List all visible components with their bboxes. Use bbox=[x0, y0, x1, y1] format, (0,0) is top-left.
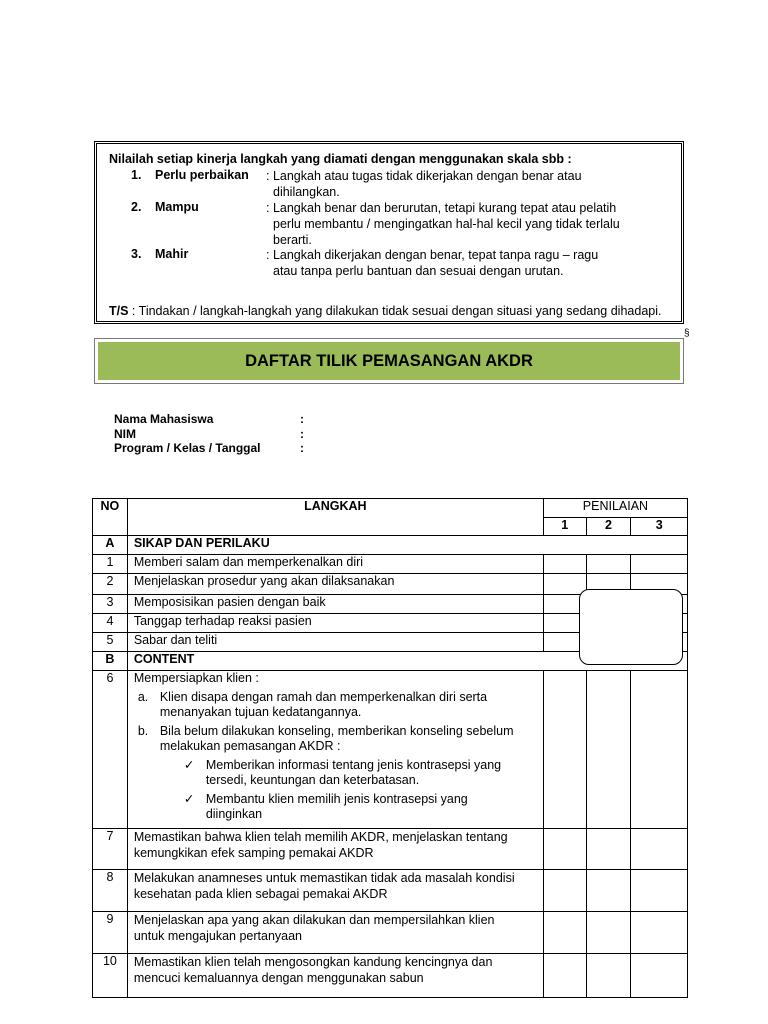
row-step bbox=[127, 829, 543, 870]
score-cell-1[interactable] bbox=[543, 671, 586, 829]
info-colon: : bbox=[300, 441, 304, 455]
row-number: 10 bbox=[93, 954, 128, 998]
table-row bbox=[93, 912, 688, 954]
sub-step-line: menanyakan tujuan kedatangannya. bbox=[159, 705, 362, 719]
sub-step-line: Klien disapa dengan ramah dan memperkenalkan diri serta bbox=[159, 689, 488, 704]
header-score-3: 3 bbox=[631, 518, 688, 536]
check-item-2 bbox=[134, 792, 543, 823]
row-number: 7 bbox=[93, 829, 128, 870]
check-line: Membantu klien memilih jenis kontrasepsi yang bbox=[205, 791, 468, 806]
score-cell-2[interactable] bbox=[586, 912, 631, 954]
row-step: Menjelaskan prosedur yang akan dilaksanakan bbox=[127, 574, 543, 595]
table-row bbox=[93, 671, 688, 829]
check-icon: ✓ bbox=[183, 757, 195, 772]
row-step-line: Memastikan klien telah mengosongkan kandung kencingnya dan bbox=[133, 955, 493, 969]
row-step bbox=[127, 671, 543, 829]
header-langkah: LANGKAH bbox=[127, 499, 543, 536]
scale-desc-line: dihilangkan. bbox=[273, 185, 340, 199]
scale-item-description bbox=[266, 247, 636, 279]
row-step-line: untuk mengajukan pertanyaan bbox=[133, 929, 303, 943]
score-cell-2[interactable] bbox=[586, 555, 631, 574]
scale-item-name: Mahir bbox=[155, 247, 189, 261]
row-step: Memposisikan pasien dengan baik bbox=[127, 595, 543, 614]
section-code: B bbox=[93, 652, 128, 671]
score-cell-3[interactable] bbox=[631, 954, 688, 998]
row-step: Memberi salam dan memperkenalkan diri bbox=[127, 555, 543, 574]
info-colon: : bbox=[300, 412, 304, 426]
ts-label: T/S bbox=[109, 304, 129, 318]
ts-note bbox=[109, 304, 661, 318]
scale-desc-line: atau tanpa perlu bantuan dan sesuai dengan urutan. bbox=[273, 264, 564, 278]
scale-item-description bbox=[266, 200, 646, 248]
section-code: A bbox=[93, 536, 128, 555]
header-score-2: 2 bbox=[586, 518, 631, 536]
check-line: Memberikan informasi tentang jenis kontrasepsi yang bbox=[205, 757, 502, 772]
table-header-row bbox=[93, 499, 688, 518]
row-number: 6 bbox=[93, 671, 128, 829]
check-line: diinginkan bbox=[205, 807, 263, 821]
row-step-line: kesehatan pada klien sebagai pemakai AKDR bbox=[133, 887, 388, 901]
scale-item-name: Mampu bbox=[155, 200, 199, 214]
info-row-name bbox=[114, 412, 314, 427]
table-row bbox=[93, 555, 688, 574]
checklist-table bbox=[92, 498, 688, 998]
info-label: Program / Kelas / Tanggal bbox=[114, 441, 261, 455]
table-row bbox=[93, 829, 688, 870]
score-cell-2[interactable] bbox=[586, 870, 631, 912]
scale-desc-line: perlu membantu / mengingatkan hal-hal kecil yang tidak terlalu bbox=[273, 217, 620, 231]
row-number: 8 bbox=[93, 870, 128, 912]
check-line: tersedi, keuntungan dan keterbatasan. bbox=[205, 773, 420, 787]
info-label: Nama Mahasiswa bbox=[114, 412, 214, 426]
sub-step-a bbox=[134, 690, 543, 721]
scale-heading: Nilailah setiap kinerja langkah yang diamati dengan menggunakan skala sbb : bbox=[109, 152, 572, 166]
header-penilaian: PENILAIAN bbox=[543, 499, 687, 518]
score-cell-1[interactable] bbox=[543, 954, 586, 998]
row-step: Tanggap terhadap reaksi pasien bbox=[127, 614, 543, 633]
check-icon: ✓ bbox=[183, 791, 195, 806]
table-row bbox=[93, 954, 688, 998]
header-score-1: 1 bbox=[543, 518, 586, 536]
row-step-text: Mempersiapkan klien : bbox=[133, 671, 259, 685]
sub-step-line: Bila belum dilakukan konseling, memberikan konseling sebelum bbox=[159, 723, 514, 738]
score-cell-3[interactable] bbox=[631, 671, 688, 829]
score-cell-3[interactable] bbox=[631, 829, 688, 870]
ts-text: : Tindakan / langkah-langkah yang dilakukan tidak sesuai dengan situasi yang sedang dihadapi. bbox=[128, 304, 662, 318]
row-step bbox=[127, 912, 543, 954]
row-step-line: Memastikan bahwa klien telah memilih AKDR, menjelaskan tentang bbox=[133, 830, 508, 844]
info-label: NIM bbox=[114, 426, 136, 441]
sub-step-label: a. bbox=[137, 689, 149, 704]
student-info bbox=[114, 412, 314, 456]
section-mark: § bbox=[684, 328, 690, 339]
scale-item-name: Perlu perbaikan bbox=[155, 168, 249, 182]
table-row bbox=[93, 870, 688, 912]
section-label: SIKAP DAN PERILAKU bbox=[127, 536, 687, 555]
row-step-line: Menjelaskan apa yang akan dilakukan dan mempersilahkan klien bbox=[133, 913, 495, 927]
scale-instructions-box bbox=[94, 141, 684, 324]
info-row-program bbox=[114, 441, 314, 456]
row-step-line: Melakukan anamneses untuk memastikan tidak ada masalah kondisi bbox=[133, 871, 515, 885]
score-cell-1[interactable] bbox=[543, 870, 586, 912]
scale-desc-line: : Langkah dikerjakan dengan benar, tepat tanpa ragu – ragu bbox=[266, 248, 599, 262]
score-cell-3[interactable] bbox=[631, 555, 688, 574]
scale-desc-line: berarti. bbox=[273, 233, 312, 247]
row-step bbox=[127, 870, 543, 912]
sub-step-b bbox=[134, 724, 543, 755]
row-number: 2 bbox=[93, 574, 128, 595]
score-cell-3[interactable] bbox=[631, 870, 688, 912]
row-number: 3 bbox=[93, 595, 128, 614]
info-colon: : bbox=[300, 426, 304, 441]
score-cell-2[interactable] bbox=[586, 954, 631, 998]
score-cell-3[interactable] bbox=[631, 912, 688, 954]
header-no: NO bbox=[93, 499, 128, 536]
info-row-nim bbox=[114, 427, 314, 442]
sub-step-line: melakukan pemasangan AKDR : bbox=[159, 739, 341, 753]
score-cell-1[interactable] bbox=[543, 829, 586, 870]
score-cell-2[interactable] bbox=[586, 671, 631, 829]
scale-item-description bbox=[266, 168, 636, 200]
row-number: 1 bbox=[93, 555, 128, 574]
score-cell-1[interactable] bbox=[543, 574, 586, 595]
score-cell-1[interactable] bbox=[543, 555, 586, 574]
row-number: 9 bbox=[93, 912, 128, 954]
overlay-rounded-box bbox=[579, 589, 683, 665]
row-number: 4 bbox=[93, 614, 128, 633]
sub-step-label: b. bbox=[137, 723, 149, 738]
page-title: DAFTAR TILIK PEMASANGAN AKDR bbox=[98, 342, 680, 380]
scale-item-number: 2. bbox=[131, 200, 142, 214]
row-step bbox=[127, 954, 543, 998]
row-number: 5 bbox=[93, 633, 128, 652]
score-cell-2[interactable] bbox=[586, 829, 631, 870]
scale-item-number: 3. bbox=[131, 247, 142, 261]
scale-desc-line: : Langkah atau tugas tidak dikerjakan dengan benar atau bbox=[266, 169, 582, 183]
title-banner bbox=[94, 338, 684, 384]
row-step-line: mencuci kemaluannya dengan menggunakan sabun bbox=[133, 971, 424, 985]
section-row-a bbox=[93, 536, 688, 555]
scale-desc-line: : Langkah benar dan berurutan, tetapi kurang tepat atau pelatih bbox=[266, 201, 617, 215]
score-cell-1[interactable] bbox=[543, 912, 586, 954]
section-label: CONTENT bbox=[127, 652, 687, 671]
check-item-1 bbox=[134, 758, 543, 789]
row-step-line: kemungkikan efek samping pemakai AKDR bbox=[133, 846, 374, 860]
row-step: Sabar dan teliti bbox=[127, 633, 543, 652]
scale-item-number: 1. bbox=[131, 168, 142, 182]
